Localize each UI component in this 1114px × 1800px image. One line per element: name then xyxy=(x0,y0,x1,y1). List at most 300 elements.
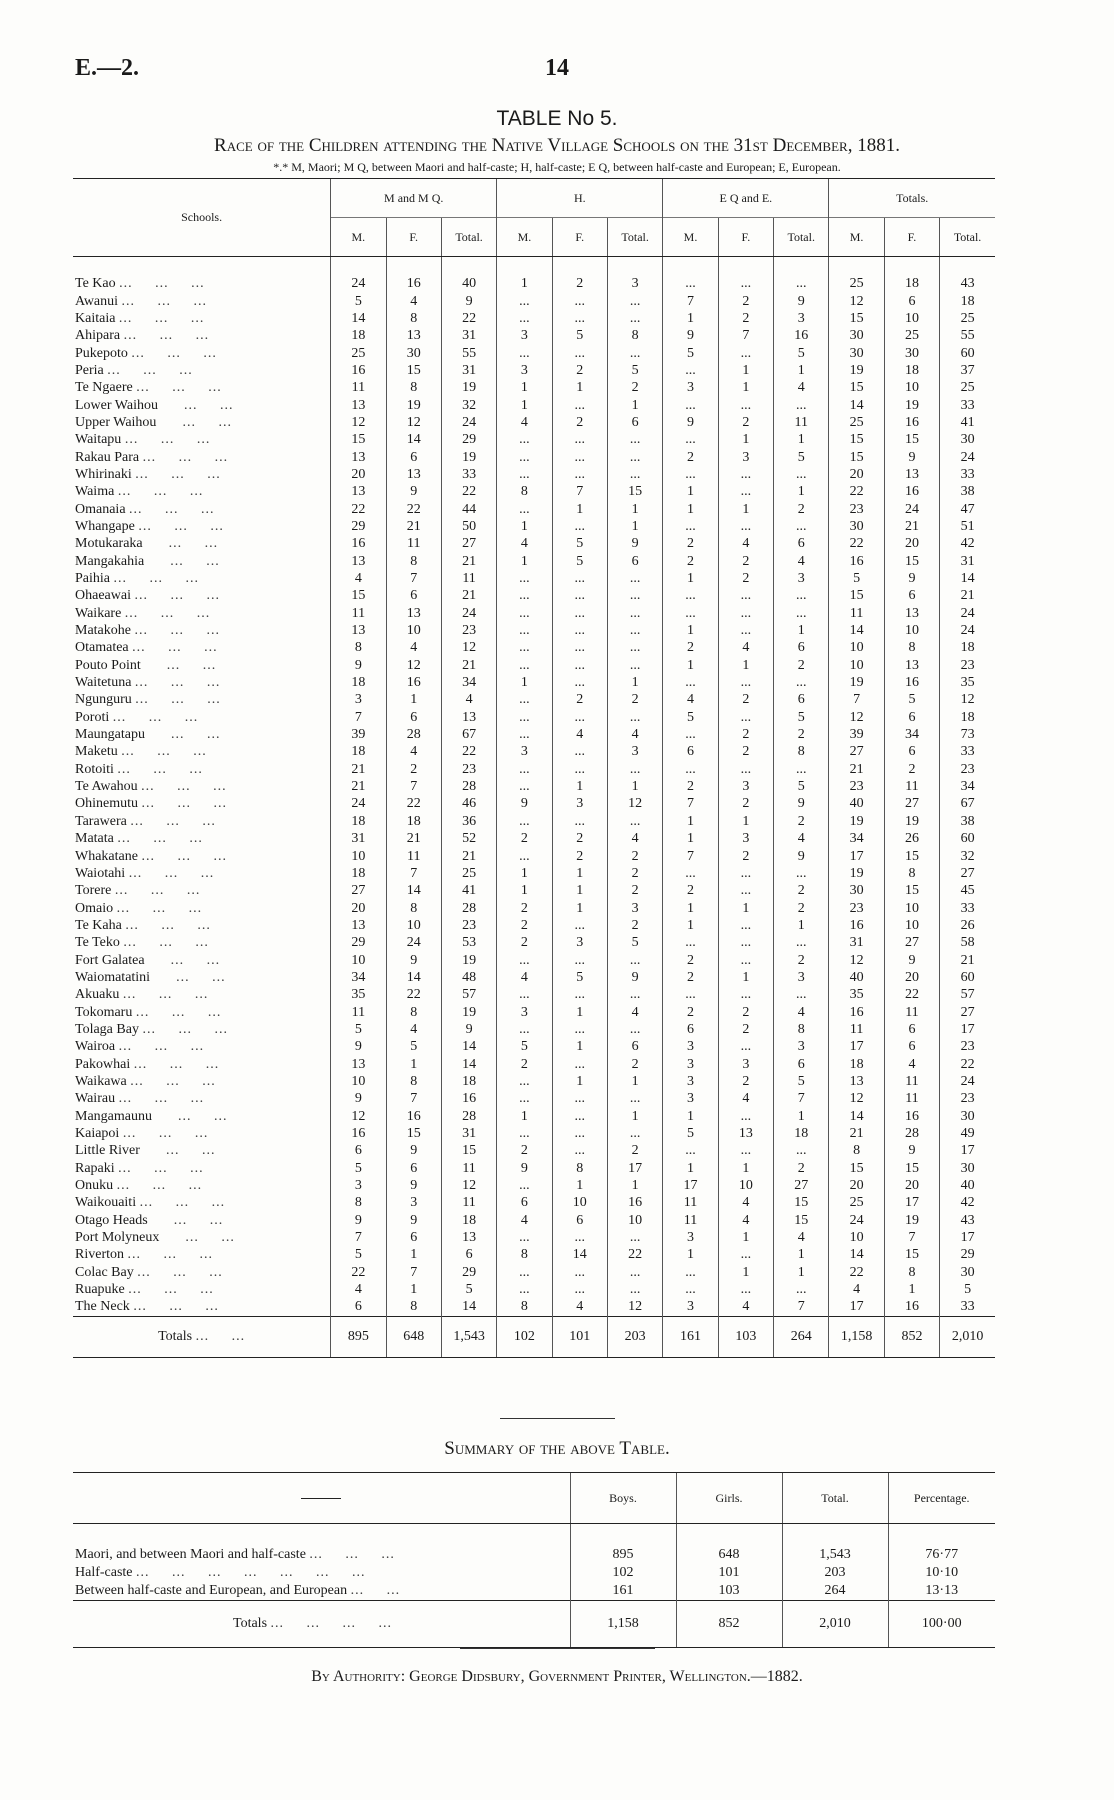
school-name: Awanui xyxy=(75,293,119,309)
value-cell: 15 xyxy=(884,553,939,570)
school-cell xyxy=(73,605,331,622)
value-cell: 21 xyxy=(940,951,995,968)
value-cell: 17 xyxy=(663,1177,718,1194)
value-cell: 1 xyxy=(774,362,829,379)
value-cell: 31 xyxy=(441,362,496,379)
summary-value-cell: 203 xyxy=(782,1564,888,1582)
school-cell xyxy=(73,969,331,986)
value-cell: ... xyxy=(607,1281,662,1298)
summary-value-cell: 103 xyxy=(676,1582,782,1601)
value-cell: ... xyxy=(497,431,552,448)
value-cell: 3 xyxy=(552,795,607,812)
page-header xyxy=(75,55,1039,85)
table-row xyxy=(73,1246,995,1263)
table-row xyxy=(73,743,995,760)
value-cell: 42 xyxy=(940,535,995,552)
col-f: F. xyxy=(552,218,607,257)
school-cell xyxy=(73,1142,331,1159)
document-code: E.—2. xyxy=(75,55,140,81)
value-cell: ... xyxy=(718,1038,773,1055)
value-cell: 33 xyxy=(940,743,995,760)
col-m: M. xyxy=(829,218,884,257)
value-cell: 3 xyxy=(663,1229,718,1246)
value-cell: 32 xyxy=(940,847,995,864)
value-cell: 14 xyxy=(940,570,995,587)
value-cell: ... xyxy=(552,466,607,483)
school-cell xyxy=(73,639,331,656)
value-cell: 1 xyxy=(497,865,552,882)
value-cell: ... xyxy=(774,934,829,951)
value-cell: 17 xyxy=(829,1038,884,1055)
value-cell: 4 xyxy=(497,969,552,986)
value-cell: 5 xyxy=(441,1281,496,1298)
value-cell: ... xyxy=(718,674,773,691)
value-cell: 8 xyxy=(774,1021,829,1038)
value-cell: ... xyxy=(774,257,829,293)
table-row xyxy=(73,674,995,691)
value-cell: 4 xyxy=(774,830,829,847)
value-cell: 39 xyxy=(331,726,386,743)
race-table xyxy=(73,178,995,1358)
value-cell: ... xyxy=(663,518,718,535)
col-m: M. xyxy=(663,218,718,257)
value-cell: 19 xyxy=(884,1212,939,1229)
value-cell: 14 xyxy=(386,882,441,899)
total-value-cell: 2,010 xyxy=(940,1316,995,1357)
table-row xyxy=(73,1229,995,1246)
value-cell: 20 xyxy=(829,466,884,483)
value-cell: ... xyxy=(718,622,773,639)
value-cell: ... xyxy=(718,1246,773,1263)
summary-total-value-cell: 852 xyxy=(676,1601,782,1648)
table-row xyxy=(73,761,995,778)
value-cell: 6 xyxy=(331,1142,386,1159)
value-cell: 60 xyxy=(940,830,995,847)
school-cell xyxy=(73,535,331,552)
school-cell xyxy=(73,778,331,795)
table-row xyxy=(73,1281,995,1298)
table-row xyxy=(73,257,995,293)
value-cell: 2 xyxy=(552,847,607,864)
value-cell: 18 xyxy=(829,1055,884,1072)
school-cell xyxy=(73,1160,331,1177)
leader-dots: ... ... ... xyxy=(119,276,205,292)
value-cell: 13 xyxy=(441,709,496,726)
school-cell xyxy=(73,327,331,344)
value-cell: 2 xyxy=(552,830,607,847)
value-cell: 9 xyxy=(331,657,386,674)
total-value-cell: 264 xyxy=(774,1316,829,1357)
value-cell: 3 xyxy=(497,362,552,379)
value-cell: ... xyxy=(774,865,829,882)
value-cell: 11 xyxy=(663,1194,718,1211)
school-name: Tarawera xyxy=(75,813,127,829)
value-cell: 2 xyxy=(718,414,773,431)
value-cell: 2 xyxy=(774,657,829,674)
table-row xyxy=(73,310,995,327)
value-cell: 2 xyxy=(607,1142,662,1159)
value-cell: 1 xyxy=(607,1108,662,1125)
leader-dots: ... ... ... xyxy=(134,623,220,639)
value-cell: 8 xyxy=(829,1142,884,1159)
value-cell: 28 xyxy=(441,778,496,795)
value-cell: 8 xyxy=(884,639,939,656)
value-cell: 13 xyxy=(441,1229,496,1246)
value-cell: 24 xyxy=(940,622,995,639)
table-row xyxy=(73,709,995,726)
value-cell: ... xyxy=(718,882,773,899)
value-cell: 2 xyxy=(607,1055,662,1072)
value-cell: ... xyxy=(552,917,607,934)
value-cell: ... xyxy=(607,431,662,448)
value-cell: ... xyxy=(497,466,552,483)
value-cell: ... xyxy=(607,570,662,587)
table-title: TABLE No 5. xyxy=(496,107,618,130)
value-cell: 5 xyxy=(552,553,607,570)
value-cell: 33 xyxy=(940,396,995,413)
value-cell: ... xyxy=(607,657,662,674)
value-cell: 1 xyxy=(386,1281,441,1298)
school-cell xyxy=(73,587,331,604)
school-name: Pouto Point xyxy=(75,657,141,673)
value-cell: 14 xyxy=(829,396,884,413)
value-cell: 9 xyxy=(441,1021,496,1038)
table-row xyxy=(73,813,995,830)
value-cell: 7 xyxy=(718,327,773,344)
value-cell: 3 xyxy=(607,743,662,760)
value-cell: 11 xyxy=(441,570,496,587)
school-cell xyxy=(73,1281,331,1298)
value-cell: ... xyxy=(552,1264,607,1281)
value-cell: 14 xyxy=(441,1038,496,1055)
value-cell: 26 xyxy=(884,830,939,847)
leader-dots: ... ... xyxy=(159,414,232,430)
value-cell: 19 xyxy=(829,362,884,379)
value-cell: 2 xyxy=(718,1073,773,1090)
value-cell: 8 xyxy=(386,899,441,916)
value-cell: ... xyxy=(663,934,718,951)
value-cell: 27 xyxy=(884,934,939,951)
value-cell: 19 xyxy=(829,674,884,691)
value-cell: 11 xyxy=(829,1021,884,1038)
value-cell: 16 xyxy=(884,1108,939,1125)
value-cell: ... xyxy=(552,1108,607,1125)
summary-value-cell: 161 xyxy=(570,1582,676,1601)
value-cell: 1 xyxy=(552,865,607,882)
col-f: F. xyxy=(386,218,441,257)
school-name: Maungatapu xyxy=(75,727,145,743)
value-cell: 6 xyxy=(386,1229,441,1246)
value-cell: 28 xyxy=(884,1125,939,1142)
value-cell: 15 xyxy=(386,362,441,379)
school-name: Tolaga Bay xyxy=(75,1021,139,1037)
value-cell: 1 xyxy=(607,1073,662,1090)
value-cell: 13 xyxy=(331,483,386,500)
value-cell: ... xyxy=(552,292,607,309)
value-cell: 15 xyxy=(884,1160,939,1177)
col-m: M. xyxy=(331,218,386,257)
value-cell: 13 xyxy=(331,622,386,639)
value-cell: ... xyxy=(552,1125,607,1142)
value-cell: 9 xyxy=(441,292,496,309)
table-row xyxy=(73,448,995,465)
leader-dots: ... ... xyxy=(148,727,221,743)
summary-totals-label: Totals xyxy=(233,1616,268,1631)
value-cell: 15 xyxy=(829,379,884,396)
value-cell: 29 xyxy=(331,518,386,535)
table-row xyxy=(73,778,995,795)
value-cell: ... xyxy=(607,1090,662,1107)
value-cell: 43 xyxy=(940,257,995,293)
value-cell: 25 xyxy=(884,327,939,344)
summary-body xyxy=(73,1524,995,1648)
value-cell: 5 xyxy=(774,448,829,465)
value-cell: ... xyxy=(552,951,607,968)
value-cell: 2 xyxy=(718,570,773,587)
school-name: Motukaraka xyxy=(75,536,143,552)
value-cell: 55 xyxy=(940,327,995,344)
value-cell: ... xyxy=(552,639,607,656)
school-cell xyxy=(73,743,331,760)
value-cell: ... xyxy=(497,310,552,327)
value-cell: ... xyxy=(497,1125,552,1142)
value-cell: 50 xyxy=(441,518,496,535)
school-cell xyxy=(73,1003,331,1020)
value-cell: 6 xyxy=(884,1038,939,1055)
value-cell: 1 xyxy=(552,1003,607,1020)
value-cell: 1 xyxy=(663,1108,718,1125)
value-cell: ... xyxy=(607,1264,662,1281)
school-cell xyxy=(73,483,331,500)
value-cell: 1 xyxy=(552,1038,607,1055)
value-cell: 11 xyxy=(884,1090,939,1107)
value-cell: 27 xyxy=(940,1003,995,1020)
value-cell: ... xyxy=(607,292,662,309)
value-cell: 23 xyxy=(829,899,884,916)
value-cell: ... xyxy=(607,709,662,726)
value-cell: 13 xyxy=(331,917,386,934)
table-row xyxy=(73,344,995,361)
value-cell: 9 xyxy=(331,1090,386,1107)
value-cell: 6 xyxy=(386,587,441,604)
value-cell: 40 xyxy=(441,257,496,293)
school-name: Pukepoto xyxy=(75,345,128,361)
school-name: Te Kao xyxy=(75,276,116,292)
leader-dots: ... ... ... xyxy=(124,605,211,621)
group-header-european: E Q and E. xyxy=(663,179,829,218)
value-cell: ... xyxy=(497,292,552,309)
value-cell: 21 xyxy=(940,587,995,604)
value-cell: 27 xyxy=(774,1177,829,1194)
value-cell: 34 xyxy=(829,830,884,847)
leader-dots: ... ... ... xyxy=(113,571,199,587)
table-row xyxy=(73,396,995,413)
value-cell: ... xyxy=(497,1177,552,1194)
value-cell: ... xyxy=(663,257,718,293)
value-cell: 2 xyxy=(497,917,552,934)
value-cell: 2 xyxy=(663,969,718,986)
table-row xyxy=(73,483,995,500)
school-name: Kaiapoi xyxy=(75,1126,120,1142)
value-cell: ... xyxy=(497,1229,552,1246)
value-cell: ... xyxy=(607,986,662,1003)
value-cell: 19 xyxy=(441,379,496,396)
value-cell: 57 xyxy=(940,986,995,1003)
value-cell: 19 xyxy=(884,813,939,830)
leader-dots: ... ... ... xyxy=(136,380,222,396)
value-cell: 17 xyxy=(829,847,884,864)
value-cell: 32 xyxy=(441,396,496,413)
value-cell: 15 xyxy=(386,1125,441,1142)
value-cell: 8 xyxy=(774,743,829,760)
school-cell xyxy=(73,1038,331,1055)
value-cell: 6 xyxy=(607,414,662,431)
value-cell: 11 xyxy=(884,1073,939,1090)
value-cell: 16 xyxy=(884,1298,939,1316)
value-cell: 22 xyxy=(884,986,939,1003)
value-cell: 5 xyxy=(331,1246,386,1263)
value-cell: 18 xyxy=(441,1212,496,1229)
value-cell: 34 xyxy=(884,726,939,743)
value-cell: 35 xyxy=(331,986,386,1003)
value-cell: 1 xyxy=(607,778,662,795)
table-row xyxy=(73,587,995,604)
value-cell: 6 xyxy=(386,448,441,465)
value-cell: 1 xyxy=(497,882,552,899)
value-cell: 22 xyxy=(441,743,496,760)
value-cell: 2 xyxy=(607,917,662,934)
table-row xyxy=(73,518,995,535)
table-subtitle: Race of the Children attending the Native Village Schools on the 31st December, 1881. xyxy=(214,135,900,156)
table-row xyxy=(73,1177,995,1194)
value-cell: 27 xyxy=(829,743,884,760)
value-cell: 1 xyxy=(663,1160,718,1177)
leader-dots: ... ... xyxy=(144,657,217,673)
value-cell: 1 xyxy=(607,674,662,691)
value-cell: ... xyxy=(552,1055,607,1072)
leader-dots: ... ... ... xyxy=(133,1299,219,1315)
value-cell: ... xyxy=(607,605,662,622)
school-name: Ngunguru xyxy=(75,692,132,708)
value-cell: 55 xyxy=(441,344,496,361)
value-cell: 8 xyxy=(497,1246,552,1263)
value-cell: 1 xyxy=(663,899,718,916)
value-cell: ... xyxy=(663,587,718,604)
value-cell: 1 xyxy=(718,1160,773,1177)
value-cell: 5 xyxy=(884,691,939,708)
value-cell: 1 xyxy=(607,518,662,535)
table-row xyxy=(73,379,995,396)
value-cell: 4 xyxy=(884,1055,939,1072)
totals-label-cell xyxy=(73,1316,331,1357)
value-cell: 17 xyxy=(940,1142,995,1159)
dash-mark xyxy=(301,1498,341,1499)
leader-dots: ... ... ... xyxy=(129,501,215,517)
value-cell: 15 xyxy=(774,1212,829,1229)
leader-dots: ... ... ... xyxy=(117,761,203,777)
value-cell: 46 xyxy=(441,795,496,812)
summary-header-boys: Boys. xyxy=(570,1473,676,1524)
value-cell: 9 xyxy=(774,847,829,864)
leader-dots: ... ... ... xyxy=(135,466,221,482)
value-cell: 17 xyxy=(940,1021,995,1038)
leader-dots: ... ... ... xyxy=(137,1264,223,1280)
value-cell: 9 xyxy=(774,795,829,812)
value-cell: ... xyxy=(552,1142,607,1159)
school-cell xyxy=(73,865,331,882)
value-cell: 15 xyxy=(884,847,939,864)
value-cell: 9 xyxy=(884,570,939,587)
value-cell: ... xyxy=(497,605,552,622)
value-cell: ... xyxy=(663,431,718,448)
school-name: Rotoiti xyxy=(75,761,114,777)
value-cell: 14 xyxy=(331,310,386,327)
page-number: 14 xyxy=(545,55,569,81)
value-cell: 22 xyxy=(386,986,441,1003)
value-cell: 26 xyxy=(940,917,995,934)
value-cell: 18 xyxy=(331,674,386,691)
value-cell: 4 xyxy=(331,1281,386,1298)
value-cell: 3 xyxy=(718,778,773,795)
value-cell: 21 xyxy=(441,657,496,674)
value-cell: 29 xyxy=(441,1264,496,1281)
value-cell: 5 xyxy=(386,1038,441,1055)
value-cell: 11 xyxy=(386,535,441,552)
leader-dots: ... ... ... xyxy=(117,831,203,847)
value-cell: 1 xyxy=(718,1229,773,1246)
value-cell: 8 xyxy=(386,553,441,570)
value-cell: ... xyxy=(552,622,607,639)
value-cell: 14 xyxy=(386,969,441,986)
table-row xyxy=(73,605,995,622)
value-cell: 3 xyxy=(663,379,718,396)
value-cell: 1 xyxy=(497,379,552,396)
summary-total-value-cell: 2,010 xyxy=(782,1601,888,1648)
leader-dots: ... ... ... xyxy=(142,449,229,465)
school-name: Poroti xyxy=(75,709,110,725)
value-cell: 6 xyxy=(774,1055,829,1072)
value-cell: 4 xyxy=(386,292,441,309)
value-cell: ... xyxy=(663,466,718,483)
value-cell: 2 xyxy=(497,934,552,951)
value-cell: 9 xyxy=(331,1038,386,1055)
value-cell: 5 xyxy=(829,570,884,587)
group-header-totals: Totals. xyxy=(829,179,995,218)
table-row xyxy=(73,414,995,431)
value-cell: 24 xyxy=(940,605,995,622)
value-cell: 13 xyxy=(331,553,386,570)
leader-dots: ... ... ... xyxy=(135,1004,222,1020)
value-cell: ... xyxy=(774,466,829,483)
footer-text: By Authority: George Didsbury, Government Printer, Wellington.—1882. xyxy=(311,1668,803,1685)
value-cell: 4 xyxy=(774,1003,829,1020)
value-cell: 12 xyxy=(829,951,884,968)
value-cell: 10 xyxy=(552,1194,607,1211)
value-cell: ... xyxy=(552,344,607,361)
value-cell: 27 xyxy=(441,535,496,552)
value-cell: 6 xyxy=(607,553,662,570)
value-cell: 4 xyxy=(607,830,662,847)
value-cell: 4 xyxy=(497,414,552,431)
value-cell: 8 xyxy=(884,865,939,882)
value-cell: ... xyxy=(497,951,552,968)
value-cell: 16 xyxy=(829,1003,884,1020)
leader-dots: ... ... ... xyxy=(114,883,201,899)
value-cell: ... xyxy=(718,344,773,361)
value-cell: ... xyxy=(663,362,718,379)
value-cell: 1 xyxy=(552,1177,607,1194)
summary-row xyxy=(73,1524,995,1565)
